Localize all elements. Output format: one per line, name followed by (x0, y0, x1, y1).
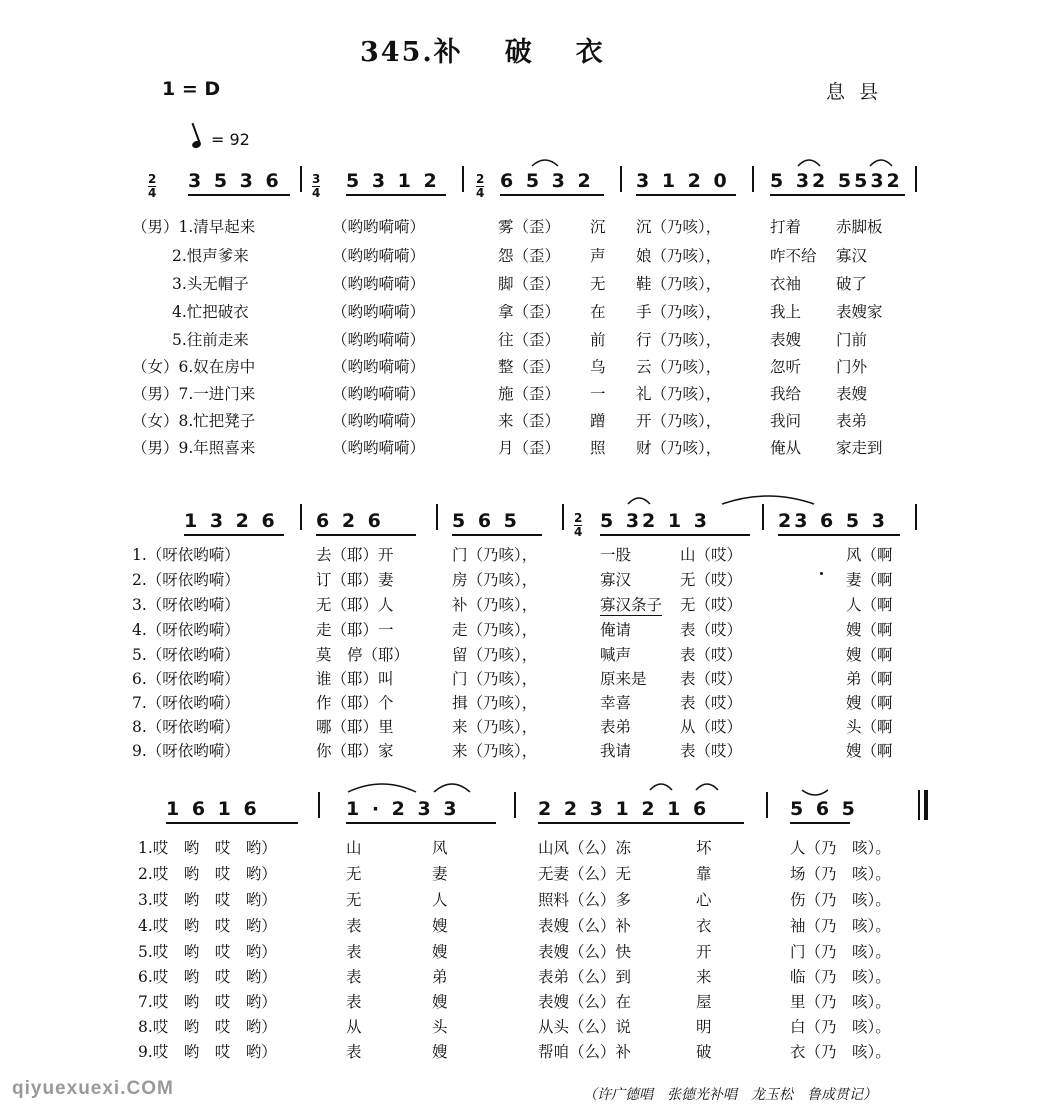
beam (538, 822, 744, 824)
lyric-text: 门外 (836, 358, 868, 376)
lyric-text: 月（歪） (498, 439, 561, 457)
barline (766, 792, 768, 818)
lyric-text: 无（哎） (680, 571, 743, 589)
slur (432, 778, 472, 794)
beam (166, 822, 298, 824)
barline (752, 166, 754, 192)
tempo-value: = 92 (211, 130, 250, 149)
song-title (360, 30, 647, 69)
lyric-text: 施（歪） (498, 385, 561, 403)
lyric-text: 在 (590, 303, 606, 321)
lyric-text: 揖（乃咳）， (452, 694, 538, 712)
lyric-text: 俺请 (600, 621, 632, 639)
lyric-text: 我请 (600, 742, 632, 760)
lyric-text: （哟哟嗬嗬） (332, 385, 426, 403)
lyric-text: 妻（啊 (846, 571, 893, 589)
beam (770, 194, 905, 196)
barline (915, 504, 917, 530)
lyric-text: 来（乃咳）， (452, 718, 538, 736)
time-sig-1 (148, 168, 156, 200)
lyric-text: 开 (696, 943, 712, 961)
dot (820, 572, 823, 575)
lyric-text: 蹭 (590, 412, 606, 430)
lyric-text: 嫂（啊 (846, 621, 893, 639)
lyric-text: 2.（呀依哟嗬） (132, 571, 240, 589)
lyric-text: 1.哎 哟 哎 哟） (138, 839, 277, 857)
lyric-text: 嫂 (432, 917, 448, 935)
lyric-text: 手（乃咳）， (636, 303, 722, 321)
lyric-text: 照 (590, 439, 606, 457)
lyric-text: 门前 (836, 331, 868, 349)
lyric-text: 幸喜 (600, 694, 632, 712)
lyric-text: 白（乃 咳）。 (790, 1018, 891, 1036)
lyric-text: 整（歪） (498, 358, 561, 376)
barline (562, 504, 564, 530)
barline (462, 166, 464, 192)
barline (762, 504, 764, 530)
lyric-text: （哟哟嗬嗬） (332, 218, 426, 236)
lyric-text: 4.哎 哟 哎 哟） (138, 917, 277, 935)
lyric-text: 5.哎 哟 哎 哟） (138, 943, 277, 961)
time-signature: $\frac{2}{4}$ (574, 511, 583, 539)
lyric-text: 4.（呀依哟嗬） (132, 621, 240, 639)
lyric-text: 6.（呀依哟嗬） (132, 670, 240, 688)
lyric-text: 表弟 (836, 412, 868, 430)
measure-1-3: 6 5 3 2 (500, 170, 594, 192)
lyric-text: 一股 (600, 546, 632, 564)
beam (790, 822, 850, 824)
lyric-text: 家走到 (836, 439, 883, 457)
lyric-text: （男）1.清早起来 (132, 218, 256, 236)
lyric-text: 门（乃 咳）。 (790, 943, 891, 961)
lyric-text: 表 (346, 968, 362, 986)
lyric-text: 走（耶）一 (316, 621, 394, 639)
lyric-text: 8.哎 哟 哎 哟） (138, 1018, 277, 1036)
measure-2-4: 5 32 1 3 (600, 510, 710, 532)
lyric-text: 9.（呀依哟嗬） (132, 742, 240, 760)
lyric-text: 头（啊 (846, 718, 893, 736)
measure-3-4: 5 6 5 (790, 798, 858, 820)
lyric-text: 从头（么）说 (538, 1018, 632, 1036)
beam (500, 194, 604, 196)
lyric-text: 伤（乃 咳）。 (790, 891, 891, 909)
lyric-text: （哟哟嗬嗬） (332, 358, 426, 376)
time-sig-2 (312, 168, 320, 200)
lyric-text: 妻 (432, 865, 448, 883)
measure-3-2: 1 · 2 3 3 (346, 798, 460, 820)
measure-2-1: 1 3 2 6 (184, 510, 278, 532)
lyric-text: 表 (346, 917, 362, 935)
lyric-text: 表嫂（么）在 (538, 993, 632, 1011)
measure-1-4: 3 1 2 0 (636, 170, 730, 192)
lyric-text: 从（哎） (680, 718, 743, 736)
lyric-text: 沉（乃咳）， (636, 218, 722, 236)
lyric-text: 表（哎） (680, 646, 743, 664)
lyric-text: 嫂 (432, 993, 448, 1011)
lyric-text: 无（哎） (680, 596, 743, 614)
lyric-text: 咋不给 (770, 247, 817, 265)
beam (346, 194, 446, 196)
beam (346, 822, 496, 824)
lyric-text: 头 (432, 1018, 448, 1036)
barline (318, 792, 320, 818)
lyric-text: （哟哟嗬嗬） (332, 412, 426, 430)
beam (600, 534, 750, 536)
lyric-text: 来（歪） (498, 412, 561, 430)
lyric-text: 寡汉 (600, 571, 632, 589)
lyric-text: 表（哎） (680, 742, 743, 760)
lyric-text: 4.忙把破衣 (172, 303, 249, 321)
lyric-text: 往（歪） (498, 331, 561, 349)
lyric-text: 沉 (590, 218, 606, 236)
lyric-text: （哟哟嗬嗬） (332, 439, 426, 457)
lyric-text: 临（乃 咳）。 (790, 968, 891, 986)
lyric-text: 山 (346, 839, 362, 857)
time-sig-3 (476, 168, 484, 200)
time-signature: $\frac{2}{4}$ (148, 172, 157, 200)
song-number: 345. (360, 37, 434, 68)
lyric-text: （哟哟嗬嗬） (332, 275, 426, 293)
lyric-text: 财（乃咳）， (636, 439, 722, 457)
lyric-text: （男）7.一进门来 (132, 385, 256, 403)
lyric-text: 从 (346, 1018, 362, 1036)
lyric-text: 行（乃咳）， (636, 331, 722, 349)
lyric-text: 喊声 (600, 646, 632, 664)
final-barline-thin (918, 790, 920, 820)
lyric-text: 寡汉 (836, 247, 868, 265)
lyric-text: 忽听 (770, 358, 802, 376)
lyric-text: 9.哎 哟 哎 哟） (138, 1043, 277, 1061)
lyric-text: （女）6.奴在房中 (132, 358, 256, 376)
time-signature: $\frac{2}{4}$ (476, 172, 485, 200)
lyric-text: 弟 (432, 968, 448, 986)
lyric-text: 谁（耶）叫 (316, 670, 394, 688)
beam (636, 194, 736, 196)
beam (778, 534, 900, 536)
lyric-text: 表（哎） (680, 694, 743, 712)
tempo-marking (192, 130, 250, 149)
lyric-text: 人（啊 (846, 596, 893, 614)
lyric-text: 山（哎） (680, 546, 743, 564)
lyric-text: 无 (346, 865, 362, 883)
lyric-text: （哟哟嗬嗬） (332, 303, 426, 321)
lyric-text: 人（乃 咳）。 (790, 839, 891, 857)
quarter-note-icon (191, 140, 202, 150)
lyric-text: 7.（呀依哟嗬） (132, 694, 240, 712)
lyric-text: 嫂（啊 (846, 646, 893, 664)
lyric-text: （哟哟嗬嗬） (332, 331, 426, 349)
barline (620, 166, 622, 192)
lyric-text: 山风（么）冻 (538, 839, 632, 857)
lyric-text: 屋 (696, 993, 712, 1011)
measure-1-1: 3 5 3 6 (188, 170, 282, 192)
barline (514, 792, 516, 818)
lyric-text: 嫂 (432, 1043, 448, 1061)
lyric-text: （女）8.忙把凳子 (132, 412, 256, 430)
watermark: qiyuexuexi.COM (12, 1078, 174, 1099)
measure-3-1: 1 6 1 6 (166, 798, 260, 820)
lyric-text: 衣袖 (770, 275, 802, 293)
lyric-text: 7.哎 哟 哎 哟） (138, 993, 277, 1011)
lyric-text: 表（哎） (680, 670, 743, 688)
lyric-text: 云（乃咳）， (636, 358, 722, 376)
key-signature: 1 = D (162, 78, 221, 100)
lyric-text: 弟（啊 (846, 670, 893, 688)
lyric-text: 去（耶）开 (316, 546, 394, 564)
lyric-text: 嫂 (432, 943, 448, 961)
barline (915, 166, 917, 192)
lyric-text: 风 (432, 839, 448, 857)
lyric-text: 场（乃 咳）。 (790, 865, 891, 883)
lyric-text: 靠 (696, 865, 712, 883)
lyric-text: 袖（乃 咳）。 (790, 917, 891, 935)
slur (346, 778, 418, 794)
lyric-text: 坏 (696, 839, 712, 857)
beam (316, 534, 416, 536)
lyric-text: 表嫂 (836, 385, 868, 403)
lyric-text: 表弟 (600, 718, 632, 736)
measure-2-5: 23 6 5 3 (778, 510, 888, 532)
lyric-text: 3.（呀依哟嗬） (132, 596, 240, 614)
lyric-text: 破 (696, 1043, 712, 1061)
credits: （许广德唱 张德光补唱 龙玉松 鲁成贯记） (583, 1087, 877, 1103)
lyric-text: 一 (590, 385, 606, 403)
lyric-text: 嫂（啊 (846, 742, 893, 760)
lyric-text: 1.（呀依哟嗬） (132, 546, 240, 564)
lyric-text: 3.头无帽子 (172, 275, 249, 293)
lyric-text: 打着 (770, 218, 802, 236)
time-signature: $\frac{3}{4}$ (312, 172, 321, 200)
lyric-text: 破了 (836, 275, 868, 293)
measure-1-2: 5 3 1 2 (346, 170, 440, 192)
lyric-text: 6.哎 哟 哎 哟） (138, 968, 277, 986)
lyric-text: 心 (696, 891, 712, 909)
lyric-text: 作（耶）个 (316, 694, 394, 712)
barline (300, 166, 302, 192)
beam (184, 534, 284, 536)
measure-1-5: 5 32 5532 (770, 170, 903, 192)
lyric-text: 前 (590, 331, 606, 349)
lyric-text: （哟哟嗬嗬） (332, 247, 426, 265)
lyric-text: 无 (590, 275, 606, 293)
slur (796, 154, 822, 168)
lyric-text: 怨（歪） (498, 247, 561, 265)
slur (720, 490, 816, 506)
lyric-text: 原来是 (600, 670, 647, 688)
lyric-text: 3.哎 哟 哎 哟） (138, 891, 277, 909)
lyric-text: 来（乃咳）， (452, 742, 538, 760)
lyric-text: 表嫂家 (836, 303, 883, 321)
slur (800, 788, 830, 800)
lyric-text: 留（乃咳）， (452, 646, 538, 664)
lyric-text: 嫂（啊 (846, 694, 893, 712)
region-label: 息县 (826, 81, 893, 103)
slur (694, 778, 720, 792)
beam (188, 194, 290, 196)
lyric-text: 照料（么）多 (538, 891, 632, 909)
lyric-text: 赤脚板 (836, 218, 883, 236)
lyric-text: 2.恨声爹来 (172, 247, 249, 265)
lyric-text: 明 (696, 1018, 712, 1036)
lyric-text: 我上 (770, 303, 802, 321)
time-sig-4 (574, 507, 582, 539)
lyric-text: 乌 (590, 358, 606, 376)
lyric-text: 衣 (696, 917, 712, 935)
lyric-text: 表嫂 (770, 331, 802, 349)
lyric-text: 补（乃咳）， (452, 596, 538, 614)
lyric-text: 来 (696, 968, 712, 986)
lyric-text: 2.哎 哟 哎 哟） (138, 865, 277, 883)
lyric-text: 表 (346, 1043, 362, 1061)
lyric-text: 娘（乃咳）， (636, 247, 722, 265)
beam (452, 534, 542, 536)
lyric-text: 订（耶）妻 (316, 571, 394, 589)
lyric-text: 拿（歪） (498, 303, 561, 321)
lyric-text: 我问 (770, 412, 802, 430)
lyric-text: 5.（呀依哟嗬） (132, 646, 240, 664)
lyric-text: 里（乃 咳）。 (790, 993, 891, 1011)
lyric-text: 表 (346, 943, 362, 961)
lyric-text: 衣（乃 咳）。 (790, 1043, 891, 1061)
measure-2-3: 5 6 5 (452, 510, 520, 532)
measure-3-3: 2 2 3 1 2 1 6 (538, 798, 710, 820)
lyric-text: 走（乃咳）， (452, 621, 538, 639)
lyric-text: 我给 (770, 385, 802, 403)
lyric-text: 无（耶）人 (316, 596, 394, 614)
slur (648, 778, 674, 792)
measure-2-2: 6 2 6 (316, 510, 384, 532)
slur (530, 154, 560, 168)
lyric-text: 5.往前走来 (172, 331, 249, 349)
lyric-text: 寡汉条子 (600, 593, 662, 616)
lyric-text: 表弟（么）到 (538, 968, 632, 986)
lyric-text: 莫 停（耶） (316, 646, 410, 664)
lyric-text: 表嫂（么）补 (538, 917, 632, 935)
lyric-text: 8.（呀依哟嗬） (132, 718, 240, 736)
lyric-text: 开（乃咳）， (636, 412, 722, 430)
slur (626, 492, 652, 506)
lyric-text: 俺从 (770, 439, 802, 457)
lyric-text: 雾（歪） (498, 218, 561, 236)
lyric-text: 人 (432, 891, 448, 909)
lyric-text: 哪（耶）里 (316, 718, 394, 736)
lyric-text: 无 (346, 891, 362, 909)
slur (868, 154, 894, 168)
lyric-text: 表（哎） (680, 621, 743, 639)
lyric-text: 鞋（乃咳）， (636, 275, 722, 293)
lyric-text: 脚（歪） (498, 275, 561, 293)
lyric-text: 风（啊 (846, 546, 893, 564)
lyric-text: 声 (590, 247, 606, 265)
barline (436, 504, 438, 530)
final-barline-thick (924, 790, 928, 820)
lyric-text: 表 (346, 993, 362, 1011)
barline (300, 504, 302, 530)
lyric-text: 表嫂（么）快 (538, 943, 632, 961)
lyric-text: 门（乃咳）， (452, 546, 538, 564)
lyric-text: 你（耶）家 (316, 742, 394, 760)
lyric-text: 门（乃咳）， (452, 670, 538, 688)
lyric-text: 无妻（么）无 (538, 865, 632, 883)
song-name: 补破衣 (433, 37, 647, 68)
lyric-text: 礼（乃咳）， (636, 385, 722, 403)
lyric-text: 房（乃咳）， (452, 571, 538, 589)
lyric-text: （男）9.年照喜来 (132, 439, 256, 457)
lyric-text: 帮咱（么）补 (538, 1043, 632, 1061)
